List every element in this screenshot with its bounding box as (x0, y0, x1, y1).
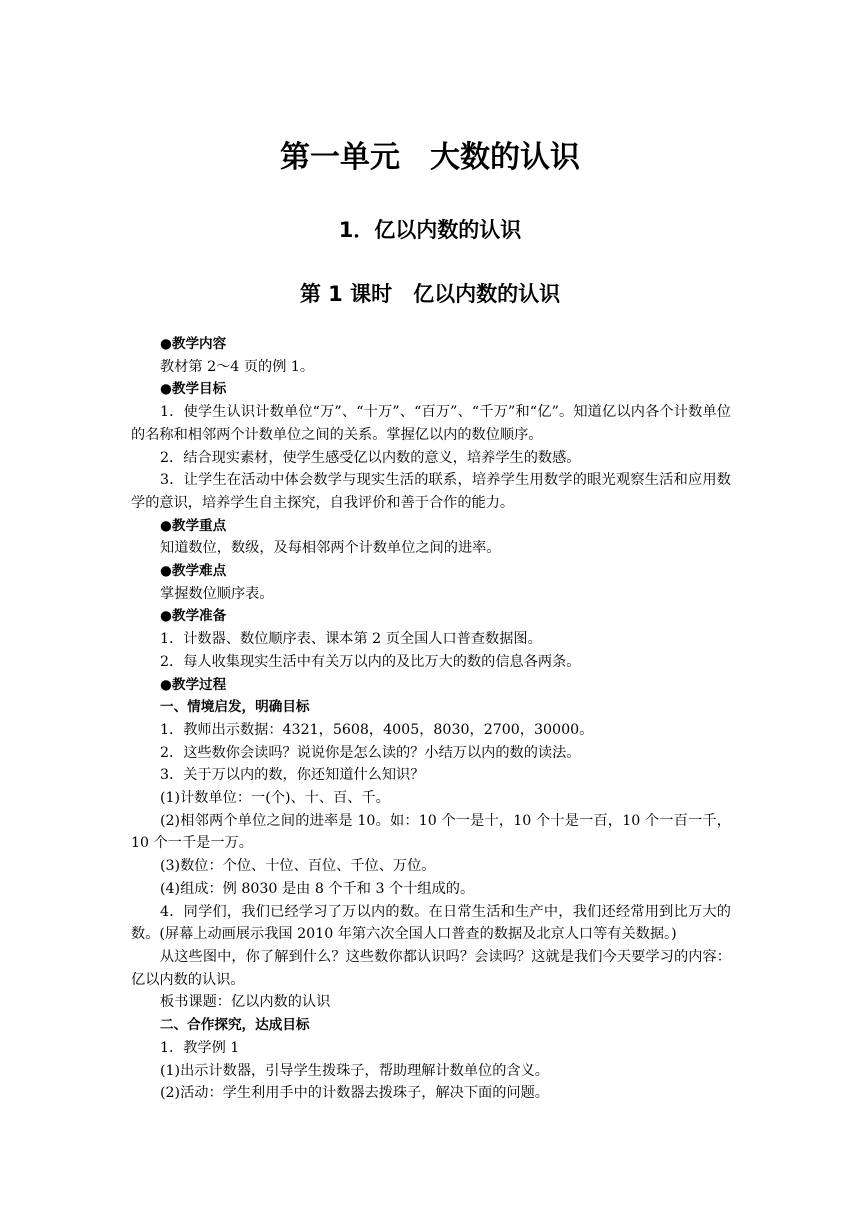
lesson-title: 第 1 课时 亿以内数的认识 (299, 282, 561, 306)
paragraph: (4)组成：例 8030 是由 8 个千和 3 个十组成的。 (160, 880, 475, 897)
paragraph: 2．结合现实素材，使学生感受亿以内数的意义，培养学生的数感。 (160, 449, 581, 466)
heading-part-one: 一、情境启发，明确目标 (160, 699, 310, 716)
lesson-body (131, 333, 731, 1105)
paragraph: (2)相邻两个单位之间的进率是 10。如：10 个一是十，10 个十是一百，10 个一百一千，10 个一千是一万。 (131, 812, 731, 852)
paragraph: (1)计数单位：一(个)、十、百、千。 (160, 790, 390, 807)
paragraph: 1．教学例 1 (160, 1039, 240, 1056)
unit-title: 第一单元 大数的认识 (280, 140, 580, 175)
heading-key-points: ●教学重点 (160, 517, 227, 534)
section-title: 1．亿以内数的认识 (338, 218, 522, 242)
paragraph: (2)活动：学生利用手中的计数器去拨珠子，解决下面的问题。 (160, 1085, 549, 1102)
paragraph: 1．计数器、数位顺序表、课本第 2 页全国人口普查数据图。 (160, 631, 542, 648)
paragraph: 1．教师出示数据：4321，5608，4005，8030，2700，30000。 (160, 721, 594, 738)
heading-teaching-goals: ●教学目标 (160, 381, 227, 398)
paragraph: 2．这些数你会读吗？说说你是怎么读的？小结万以内的数的读法。 (160, 744, 581, 761)
heading-difficulties: ●教学难点 (160, 563, 227, 580)
paragraph: 知道数位，数级，及每相邻两个计数单位之间的进率。 (160, 540, 501, 557)
heading-part-two: 二、合作探究，达成目标 (160, 1017, 310, 1034)
paragraph: 2．每人收集现实生活中有关万以内的及比万大的数的信息各两条。 (160, 653, 581, 670)
heading-preparation: ●教学准备 (160, 608, 227, 625)
heading-process: ●教学过程 (160, 676, 227, 693)
paragraph: 板书课题：亿以内数的认识 (160, 994, 331, 1011)
paragraph: 1．使学生认识计数单位“万”、“十万”、“百万”、“千万”和“亿”。知道亿以内各个计数单位的名称和相邻两个计数单位之间的关系。掌握亿以内的数位顺序。 (131, 404, 731, 443)
paragraph: (3)数位：个位、十位、百位、千位、万位。 (160, 858, 436, 875)
paragraph: 3．让学生在活动中体会数学与现实生活的联系，培养学生用数学的眼光观察生活和应用数学的意识，培养学生自主探究，自我评价和善于合作的能力。 (131, 472, 731, 511)
paragraph: 掌握数位顺序表。 (160, 585, 274, 602)
paragraph: (1)出示计数器，引导学生拨珠子，帮助理解计数单位的含义。 (160, 1062, 549, 1079)
heading-teaching-content: ●教学内容 (160, 336, 227, 352)
paragraph: 3．关于万以内的数，你还知道什么知识？ (160, 767, 425, 784)
paragraph: 4．同学们，我们已经学习了万以内的数。在日常生活和生产中，我们还经常用到比万大的数。(屏幕上动画展示我国 2010 年第六次全国人口普查的数据及北京人口等有关数据。) (131, 903, 731, 943)
paragraph: 从这些图中，你了解到什么？这些数你都认识吗？会读吗？这就是我们今天要学习的内容：亿以内数的认识。 (131, 948, 731, 988)
paragraph: 教材第 2～4 页的例 1。 (160, 358, 315, 375)
